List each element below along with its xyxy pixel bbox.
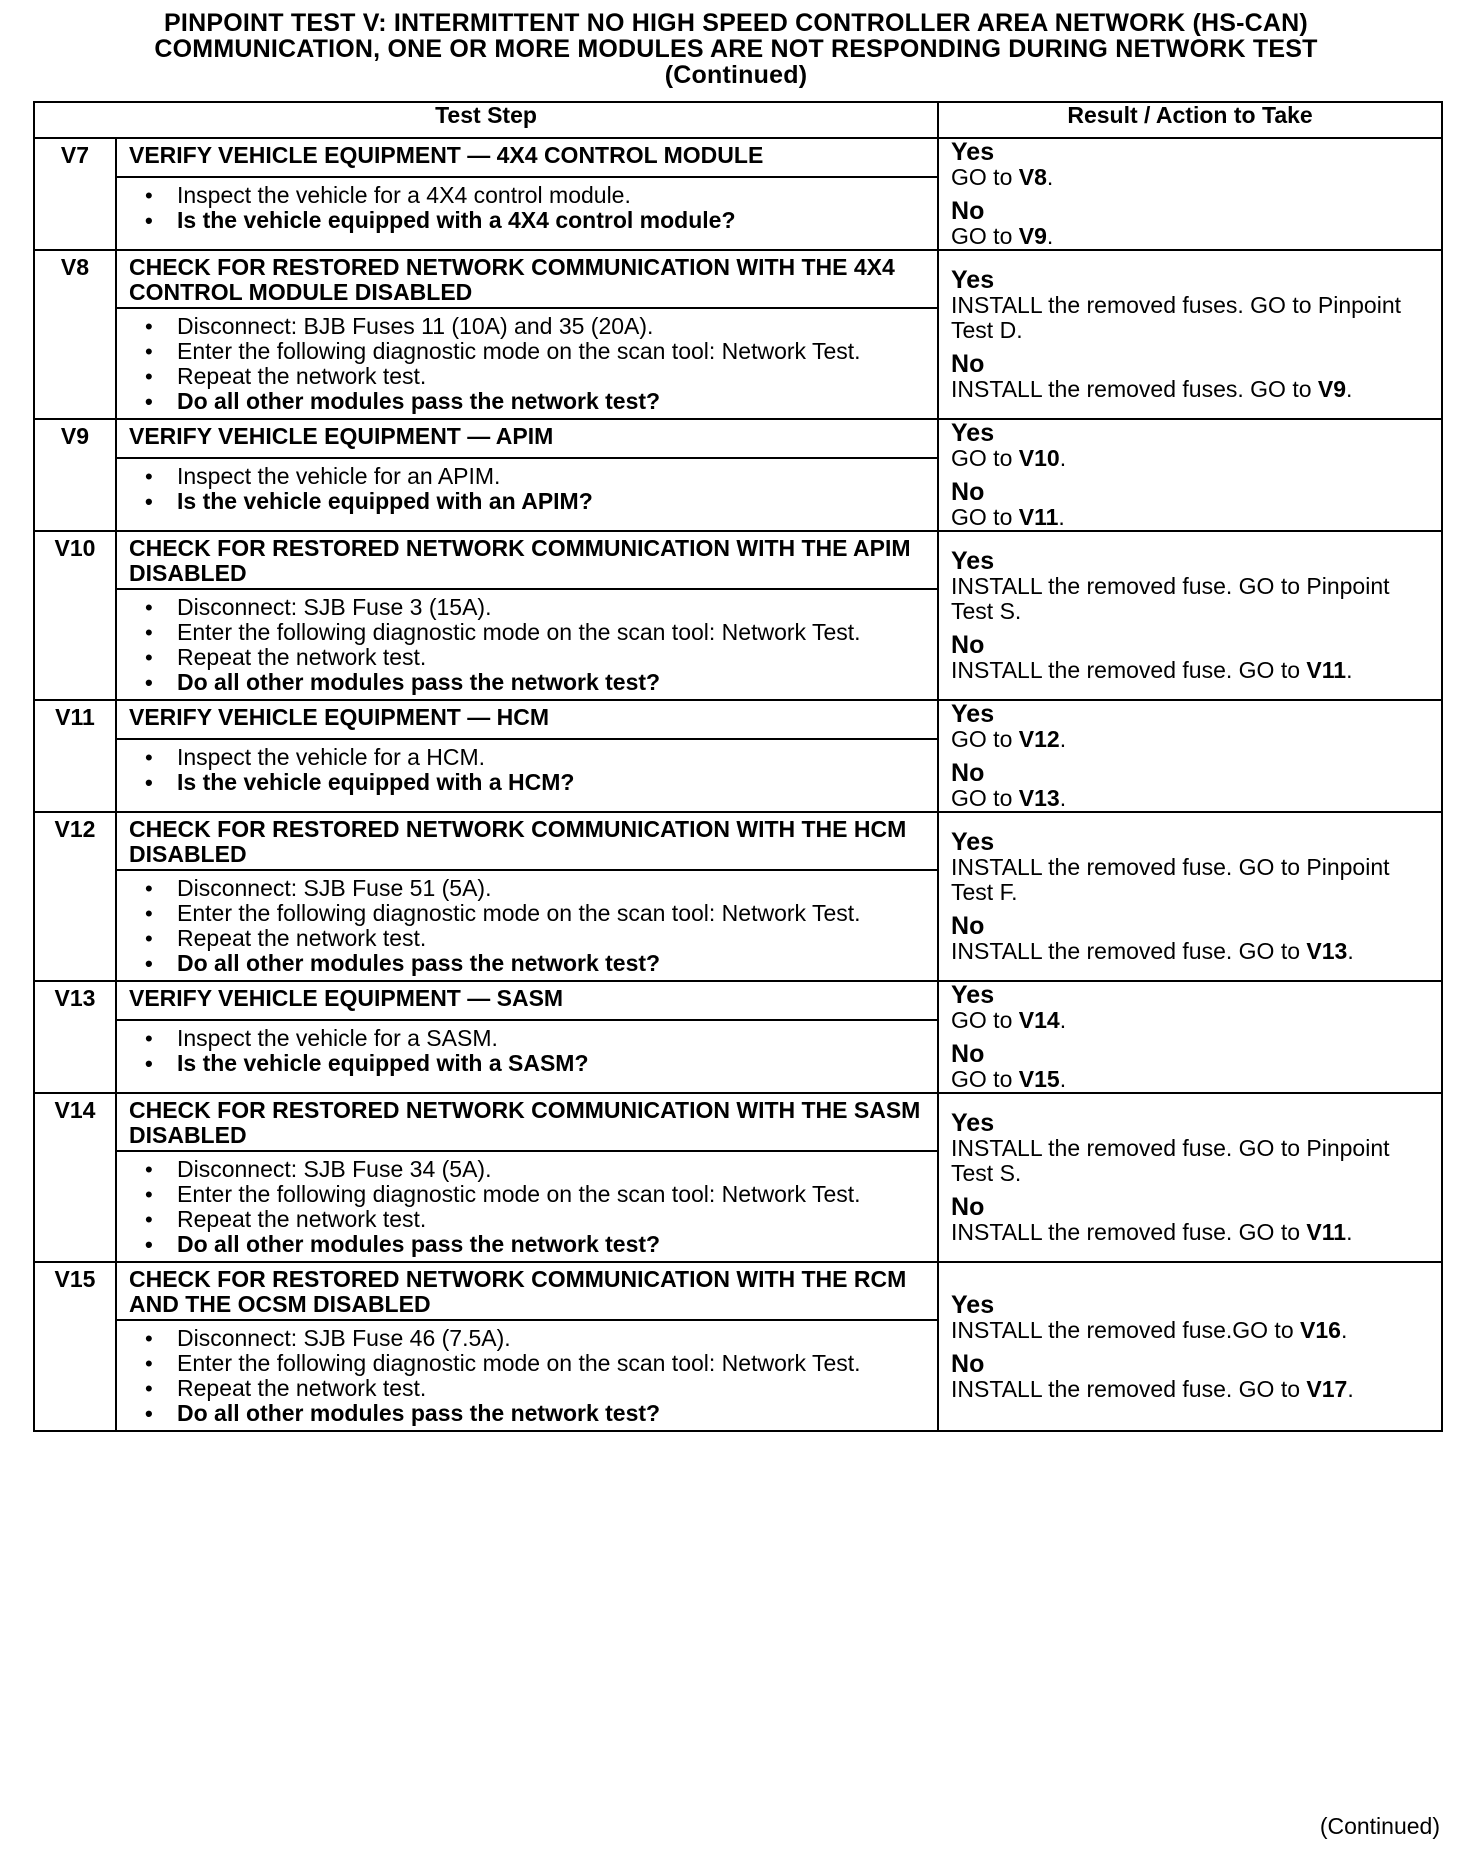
action-item: • Inspect the vehicle for a HCM. <box>139 745 927 770</box>
step-result <box>938 531 1442 700</box>
step-result <box>938 981 1442 1093</box>
step-title: VERIFY VEHICLE EQUIPMENT — HCM <box>116 700 938 739</box>
step-instructions <box>116 1151 938 1262</box>
answer-no-instruction: INSTALL the removed fuse. GO to <box>951 938 1307 964</box>
step-title-row <box>34 419 1442 458</box>
answer-no <box>951 1041 1435 1092</box>
step-id: V14 <box>34 1093 116 1262</box>
action-item: • Enter the following diagnostic mode on the scan tool: Network Test. <box>139 620 927 645</box>
answer-no <box>951 1351 1435 1402</box>
page-title <box>0 10 1472 88</box>
answer-no-instruction: GO to <box>951 1066 1019 1092</box>
answer-yes <box>951 829 1435 905</box>
answer-no-step-ref: V9 <box>1018 223 1047 249</box>
action-item: • Disconnect: SJB Fuse 46 (7.5A). <box>139 1326 927 1351</box>
answer-no-label: No <box>951 1193 985 1221</box>
step-question: • Do all other modules pass the network test? <box>139 670 927 695</box>
answer-no-end: . <box>1346 657 1353 683</box>
action-item: • Inspect the vehicle for a 4X4 control module. <box>139 183 927 208</box>
answer-no-label: No <box>951 1040 985 1068</box>
answer-no-text <box>951 786 1435 811</box>
step-instructions <box>116 870 938 981</box>
header-result-action: Result / Action to Take <box>938 102 1442 138</box>
answer-no-step-ref: V11 <box>1018 504 1059 530</box>
answer-no-label: No <box>951 912 985 940</box>
action-item: • Disconnect: SJB Fuse 51 (5A). <box>139 876 927 901</box>
answer-yes-label: Yes <box>951 419 995 447</box>
step-instructions <box>116 589 938 700</box>
answer-no-end: . <box>1347 1375 1354 1402</box>
answer-yes-end: . <box>1046 164 1054 190</box>
answer-no-text <box>951 939 1435 964</box>
answer-no-step-ref: V15 <box>1018 1066 1060 1092</box>
answer-yes-instruction: GO to <box>951 445 1019 471</box>
step-id: V12 <box>34 812 116 981</box>
answer-yes-instruction: GO to <box>951 726 1019 752</box>
answer-no <box>951 913 1435 964</box>
answer-no-end: . <box>1046 223 1054 249</box>
action-list <box>139 1326 927 1426</box>
answer-yes-step-ref: V8 <box>1018 164 1047 190</box>
answer-no-text <box>951 1220 1435 1245</box>
answer-yes-instruction: INSTALL the removed fuses. GO to Pinpoint Test D. <box>951 292 1402 343</box>
answer-no-step-ref: V17 <box>1306 1375 1348 1402</box>
answer-no-end: . <box>1346 376 1353 402</box>
answer-yes-instruction: INSTALL the removed fuse. GO to Pinpoint Test S. <box>951 1135 1390 1186</box>
step-id: V9 <box>34 419 116 531</box>
action-item: • Disconnect: SJB Fuse 3 (15A). <box>139 595 927 620</box>
action-item: • Repeat the network test. <box>139 926 927 951</box>
answer-yes-text <box>951 574 1435 624</box>
step-title-row <box>34 531 1442 589</box>
action-item: • Inspect the vehicle for an APIM. <box>139 464 927 489</box>
step-id: V15 <box>34 1262 116 1431</box>
step-result <box>938 1262 1442 1431</box>
answer-no-label: No <box>951 478 985 506</box>
action-item: • Disconnect: SJB Fuse 34 (5A). <box>139 1157 927 1182</box>
table-header-row <box>34 102 1442 138</box>
answer-no-step-ref: V11 <box>1306 1219 1347 1245</box>
step-id: V10 <box>34 531 116 700</box>
answer-yes <box>951 1110 1435 1186</box>
step-question: • Do all other modules pass the network test? <box>139 951 927 976</box>
answer-yes-step-ref: V14 <box>1018 1007 1060 1033</box>
action-list <box>139 314 927 414</box>
answer-yes-text <box>951 1008 1435 1033</box>
action-list <box>139 183 927 233</box>
answer-yes-label: Yes <box>951 700 995 728</box>
action-item: • Disconnect: BJB Fuses 11 (10A) and 35 (20A). <box>139 314 927 339</box>
step-id: V7 <box>34 138 116 250</box>
title-line-2: COMMUNICATION, ONE OR MORE MODULES ARE NOT RESPONDING DURING NETWORK TEST <box>154 35 1318 63</box>
answer-no-label: No <box>951 197 985 225</box>
step-title-row <box>34 700 1442 739</box>
answer-yes-step-ref: V16 <box>1300 1316 1341 1343</box>
answer-yes <box>951 267 1435 343</box>
answer-yes <box>951 1292 1435 1343</box>
answer-no-text <box>951 224 1435 249</box>
step-result <box>938 812 1442 981</box>
answer-no-instruction: INSTALL the removed fuses. GO to <box>951 376 1318 402</box>
step-question: • Do all other modules pass the network test? <box>139 1232 927 1257</box>
answer-yes-label: Yes <box>951 138 995 166</box>
answer-no-end: . <box>1347 938 1354 964</box>
action-list <box>139 595 927 695</box>
answer-yes-step-ref: V12 <box>1018 726 1060 752</box>
action-item: • Repeat the network test. <box>139 1207 927 1232</box>
answer-yes-label: Yes <box>951 981 995 1009</box>
answer-no-text <box>951 505 1435 530</box>
answer-yes-instruction: GO to <box>951 1007 1019 1033</box>
step-title: CHECK FOR RESTORED NETWORK COMMUNICATION WITH THE 4X4 CONTROL MODULE DISABLED <box>116 250 938 308</box>
continued-label: (Continued) <box>1319 1813 1440 1839</box>
step-question: • Is the vehicle equipped with an APIM? <box>139 489 927 514</box>
step-instructions <box>116 1020 938 1093</box>
answer-no-instruction: GO to <box>951 785 1019 811</box>
step-title: CHECK FOR RESTORED NETWORK COMMUNICATION WITH THE SASM DISABLED <box>116 1093 938 1151</box>
action-item: • Repeat the network test. <box>139 645 927 670</box>
answer-yes-instruction: GO to <box>951 164 1019 190</box>
answer-no-end: . <box>1059 1066 1067 1092</box>
answer-yes-end: . <box>1059 1007 1067 1033</box>
answer-no-instruction: INSTALL the removed fuse. GO to <box>951 1219 1307 1245</box>
answer-yes-text <box>951 446 1435 471</box>
action-list <box>139 464 927 514</box>
answer-no-instruction: INSTALL the removed fuse. GO to <box>951 1375 1307 1402</box>
answer-yes <box>951 548 1435 624</box>
answer-yes-text <box>951 1318 1435 1343</box>
answer-no-label: No <box>951 631 985 659</box>
answer-yes-text <box>951 165 1435 190</box>
step-title: CHECK FOR RESTORED NETWORK COMMUNICATION WITH THE HCM DISABLED <box>116 812 938 870</box>
step-instructions <box>116 739 938 812</box>
answer-yes-end: . <box>1340 1316 1348 1343</box>
answer-yes-step-ref: V10 <box>1018 445 1060 471</box>
answer-no <box>951 351 1435 402</box>
answer-no-end: . <box>1059 785 1067 811</box>
step-id: V11 <box>34 700 116 812</box>
step-title: VERIFY VEHICLE EQUIPMENT — SASM <box>116 981 938 1020</box>
step-question: • Do all other modules pass the network test? <box>139 389 927 414</box>
answer-yes-label: Yes <box>951 1290 995 1319</box>
step-instructions <box>116 458 938 531</box>
action-list <box>139 876 927 976</box>
answer-yes-text <box>951 855 1435 905</box>
step-title: CHECK FOR RESTORED NETWORK COMMUNICATION WITH THE APIM DISABLED <box>116 531 938 589</box>
answer-no-step-ref: V11 <box>1306 657 1347 683</box>
answer-yes <box>951 139 1435 190</box>
title-line-3: (Continued) <box>664 61 808 89</box>
step-instructions <box>116 1320 938 1431</box>
answer-no <box>951 760 1435 811</box>
answer-no-text <box>951 1067 1435 1092</box>
answer-no-instruction: GO to <box>951 223 1019 249</box>
answer-no-instruction: INSTALL the removed fuse. GO to <box>951 657 1307 683</box>
step-result <box>938 419 1442 531</box>
step-title: VERIFY VEHICLE EQUIPMENT — 4X4 CONTROL MODULE <box>116 138 938 177</box>
step-title: CHECK FOR RESTORED NETWORK COMMUNICATION WITH THE RCM AND THE OCSM DISABLED <box>116 1262 938 1320</box>
steps-body <box>34 138 1442 1431</box>
answer-yes-label: Yes <box>951 266 995 294</box>
step-title-row <box>34 138 1442 177</box>
answer-yes-text <box>951 1136 1435 1186</box>
answer-yes-label: Yes <box>951 547 995 575</box>
answer-yes-instruction: INSTALL the removed fuse. GO to Pinpoint Test S. <box>951 573 1390 624</box>
action-item: • Enter the following diagnostic mode on the scan tool: Network Test. <box>139 1182 927 1207</box>
answer-no-end: . <box>1058 504 1065 530</box>
step-id: V8 <box>34 250 116 419</box>
answer-yes-instruction: INSTALL the removed fuse.GO to <box>951 1316 1301 1343</box>
step-title: VERIFY VEHICLE EQUIPMENT — APIM <box>116 419 938 458</box>
step-result <box>938 700 1442 812</box>
answer-no-label: No <box>951 1349 985 1378</box>
action-list <box>139 1157 927 1257</box>
step-id: V13 <box>34 981 116 1093</box>
answer-yes-end: . <box>1059 726 1067 752</box>
answer-no-step-ref: V13 <box>1018 785 1060 811</box>
step-question: • Is the vehicle equipped with a SASM? <box>139 1051 927 1076</box>
answer-no-label: No <box>951 759 985 787</box>
step-title-row <box>34 250 1442 308</box>
answer-yes-label: Yes <box>951 1109 995 1137</box>
answer-yes-instruction: INSTALL the removed fuse. GO to Pinpoint Test F. <box>951 854 1390 905</box>
answer-no-end: . <box>1346 1219 1353 1245</box>
answer-yes-label: Yes <box>951 828 995 856</box>
answer-no <box>951 1194 1435 1245</box>
answer-no <box>951 198 1435 249</box>
step-instructions <box>116 308 938 419</box>
action-item: • Repeat the network test. <box>139 364 927 389</box>
title-line-1: PINPOINT TEST V: INTERMITTENT NO HIGH SPEED CONTROLLER AREA NETWORK (HS-CAN) <box>164 9 1308 37</box>
step-title-row <box>34 1093 1442 1151</box>
answer-yes-end: . <box>1059 445 1067 471</box>
action-item: • Enter the following diagnostic mode on the scan tool: Network Test. <box>139 1351 927 1376</box>
answer-no-step-ref: V9 <box>1317 376 1347 402</box>
answer-yes <box>951 701 1435 752</box>
step-title-row <box>34 1262 1442 1320</box>
action-list <box>139 1026 927 1076</box>
answer-no-text <box>951 377 1435 402</box>
action-item: • Enter the following diagnostic mode on the scan tool: Network Test. <box>139 339 927 364</box>
step-question: • Do all other modules pass the network test? <box>139 1401 927 1426</box>
action-list <box>139 745 927 795</box>
step-instructions <box>116 177 938 250</box>
answer-no-step-ref: V13 <box>1306 938 1348 964</box>
step-title-row <box>34 981 1442 1020</box>
answer-yes-text <box>951 293 1435 343</box>
answer-no <box>951 479 1435 530</box>
step-result <box>938 1093 1442 1262</box>
step-title-row <box>34 812 1442 870</box>
answer-no <box>951 632 1435 683</box>
answer-no-instruction: GO to <box>951 504 1019 530</box>
step-result <box>938 250 1442 419</box>
step-question: • Is the vehicle equipped with a 4X4 control module? <box>139 208 927 233</box>
step-question: • Is the vehicle equipped with a HCM? <box>139 770 927 795</box>
action-item: • Enter the following diagnostic mode on the scan tool: Network Test. <box>139 901 927 926</box>
answer-no-text <box>951 658 1435 683</box>
answer-no-text <box>951 1377 1435 1402</box>
answer-no-label: No <box>951 350 985 378</box>
answer-yes-text <box>951 727 1435 752</box>
pinpoint-test-table <box>33 101 1443 1432</box>
step-result <box>938 138 1442 250</box>
action-item: • Repeat the network test. <box>139 1376 927 1401</box>
answer-yes <box>951 982 1435 1033</box>
action-item: • Inspect the vehicle for a SASM. <box>139 1026 927 1051</box>
header-test-step: Test Step <box>34 102 938 138</box>
answer-yes <box>951 420 1435 471</box>
